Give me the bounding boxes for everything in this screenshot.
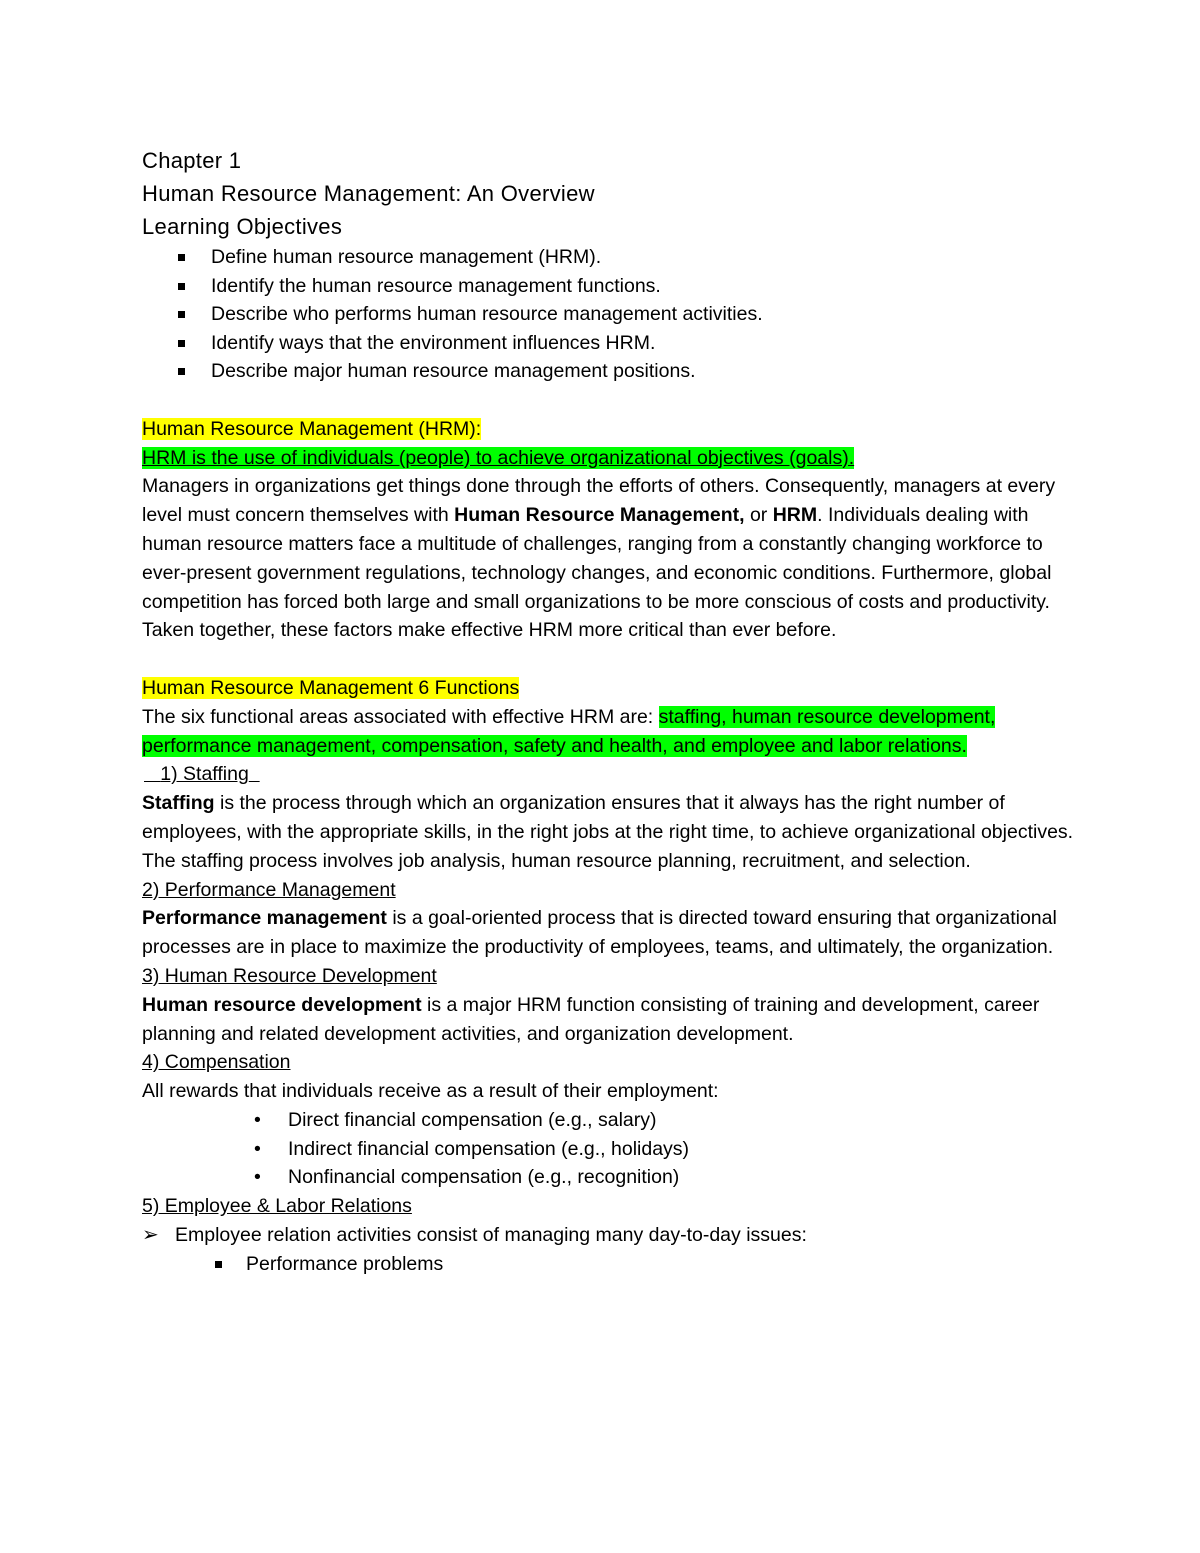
objective-item: Describe who performs human resource management activities. [142, 300, 1080, 329]
functions-heading: Human Resource Management 6 Functions [142, 676, 520, 699]
list-item: • Indirect financial compensation (e.g., holidays) [142, 1135, 1080, 1164]
square-bullet-icon [215, 1261, 222, 1268]
chapter-label: Chapter 1 [142, 148, 242, 173]
functions-section [142, 674, 1080, 1279]
functions-list-highlight: staffing, human resource development, performance management, compensation, safety and health, and employee and labor relations. [142, 705, 996, 757]
hrm-section [142, 415, 1080, 645]
hrm-paragraph: Managers in organizations get things done through the efforts of others. Consequently, managers at every level must concern themselves with Human Resource Management, or HRM. Individuals dealing with human resource matters face a multitude of challenges, ranging from a constantly changing workforce to ever-present government regulations, technology changes, and economic conditions. Furthermore, global competition has forced both large and small organizations to be more conscious of costs and productivity. Taken together, these factors make effective HRM more critical than ever before. [142, 475, 1056, 642]
staffing-paragraph: Staffing is the process through which an organization ensures that it always has the right number of employees, with the appropriate skills, in the right jobs at the right time, to achieve organizational objectives. The staffing process involves job analysis, human resource planning, recruitment, and selection. [142, 792, 1074, 872]
functions-intro: The six functional areas associated with effective HRM are: staffing, human resource development, performance management, compensation, safety and health, and employee and labor relations. [142, 705, 996, 757]
list-item: • Nonfinancial compensation (e.g., recognition) [142, 1163, 1080, 1192]
square-bullet-icon [178, 311, 185, 318]
square-bullet-icon [178, 340, 185, 347]
chapter-title: Human Resource Management: An Overview [142, 181, 595, 206]
list-item: Performance problems [142, 1250, 1080, 1279]
square-bullet-icon [178, 254, 185, 261]
square-bullet-icon [178, 368, 185, 375]
compensation-text: All rewards that individuals receive as a result of their employment: [142, 1080, 719, 1103]
compensation-list [142, 1106, 1080, 1192]
relations-heading: 5) Employee & Labor Relations [142, 1195, 412, 1218]
objective-item: Define human resource management (HRM). [142, 243, 1080, 272]
objective-item: Identify ways that the environment influences HRM. [142, 329, 1080, 358]
objectives-heading: Learning Objectives [142, 214, 343, 239]
dot-bullet-icon: • [254, 1166, 261, 1189]
square-bullet-icon [178, 283, 185, 290]
objective-item: Identify the human resource management functions. [142, 272, 1080, 301]
relations-list [142, 1250, 1080, 1279]
dot-bullet-icon: • [254, 1108, 261, 1131]
objectives-list [142, 243, 1080, 386]
objective-item: Describe major human resource management positions. [142, 357, 1080, 386]
hrd-paragraph: Human resource development is a major HRM function consisting of training and development, career planning and related development activities, and organization development. [142, 993, 1040, 1045]
compensation-heading: 4) Compensation [142, 1051, 291, 1074]
hrd-heading: 3) Human Resource Development [142, 964, 437, 987]
dot-bullet-icon: • [254, 1137, 261, 1160]
performance-paragraph: Performance management is a goal-oriented process that is directed toward ensuring that organizational processes are in place to maximize the productivity of employees, teams, and ultimately, the organization. [142, 907, 1057, 959]
staffing-heading: 1) Staffing [160, 763, 249, 786]
arrow-bullet-icon: ➢ [142, 1224, 159, 1247]
hrm-definition: HRM is the use of individuals (people) to achieve organizational objectives (goals). [142, 446, 855, 469]
relations-arrow-item: ➢ Employee relation activities consist of managing many day-to-day issues: [142, 1221, 1080, 1250]
performance-heading: 2) Performance Management [142, 878, 396, 901]
hrm-heading: Human Resource Management (HRM): [142, 417, 482, 440]
list-item: • Direct financial compensation (e.g., salary) [142, 1106, 1080, 1135]
